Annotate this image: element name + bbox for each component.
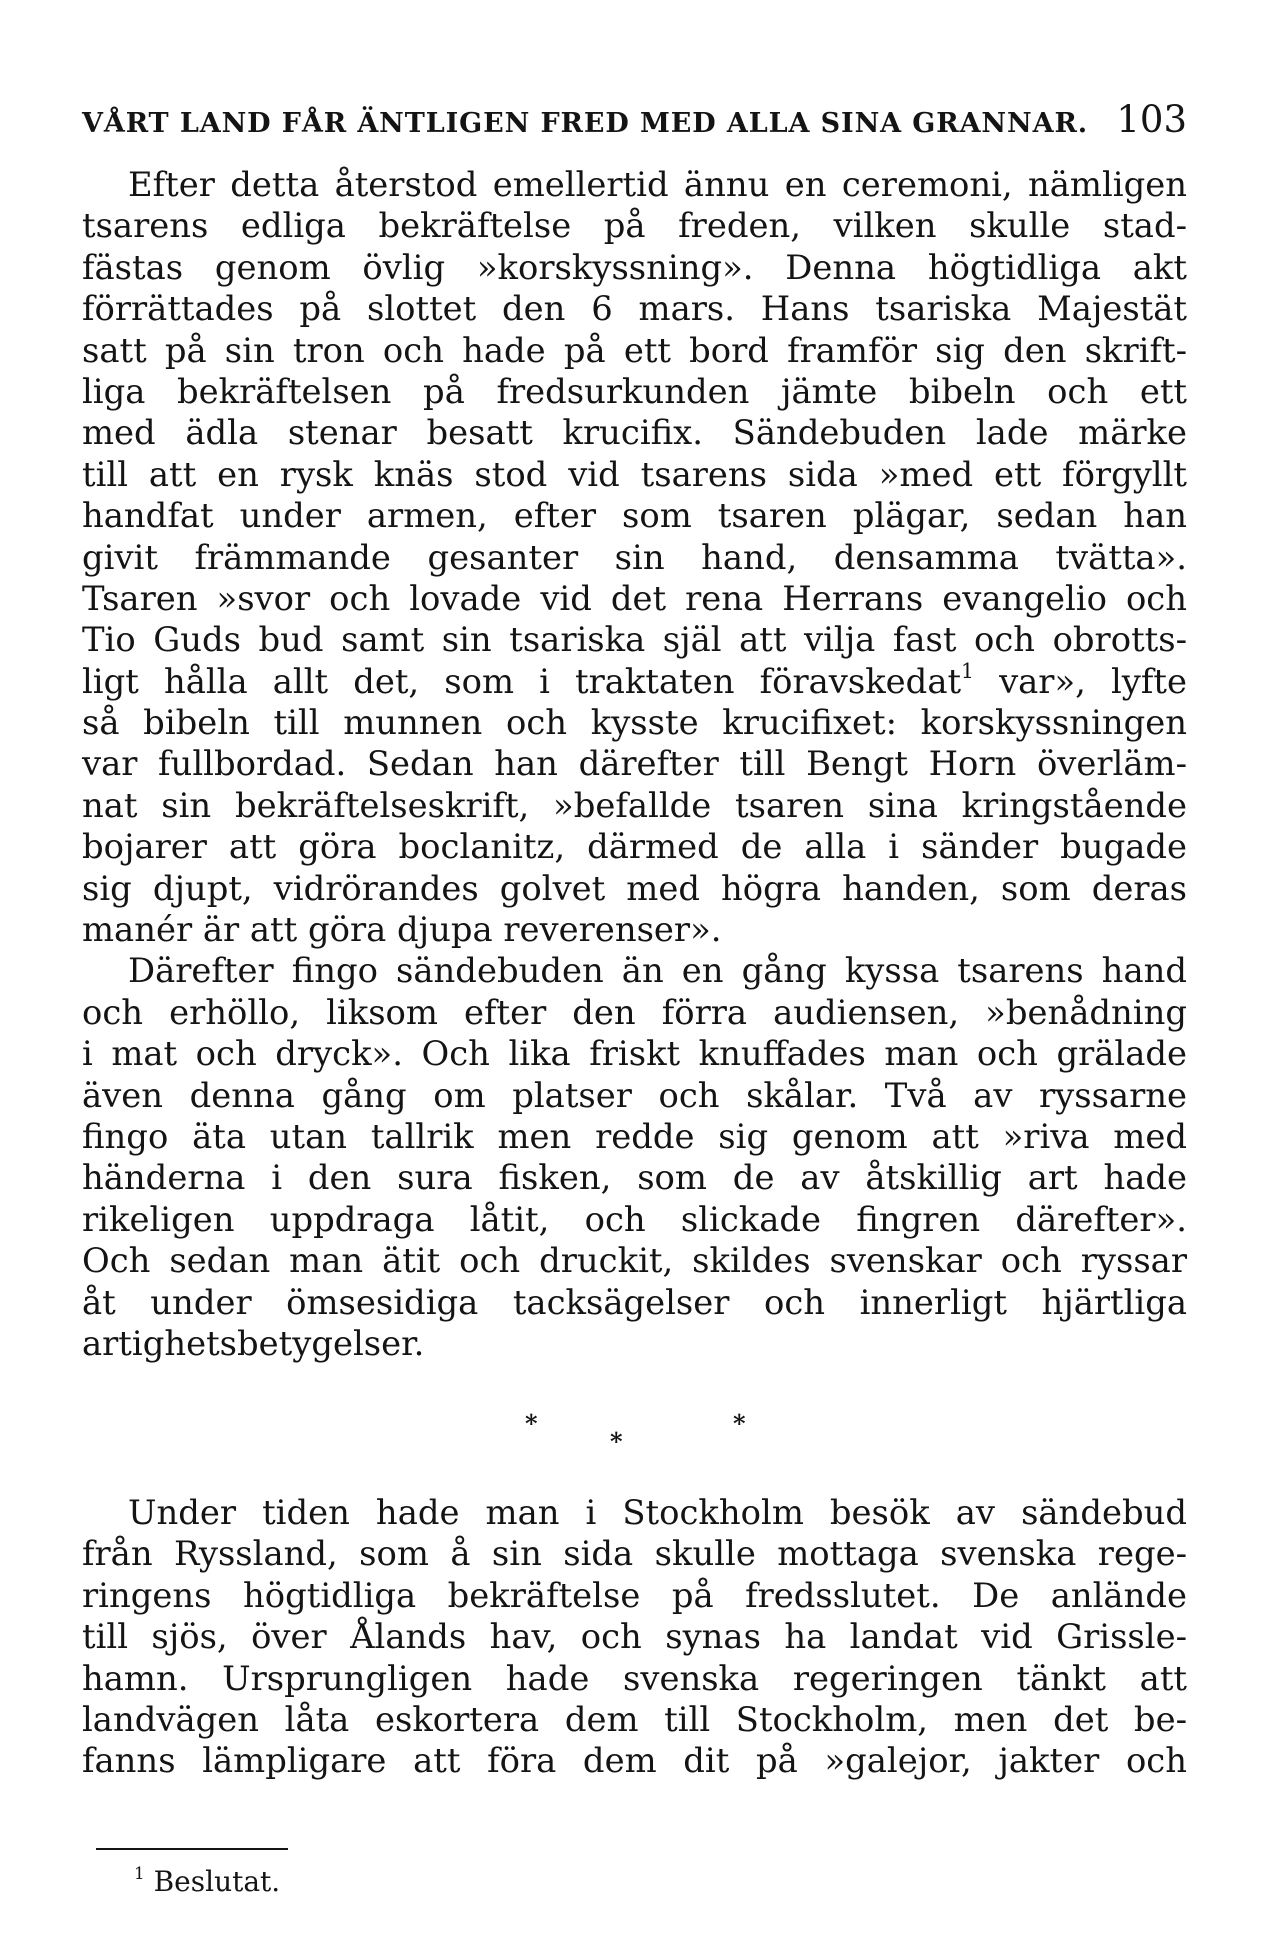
text-line: Under tiden hade man i Stockholm besök av sändebud bbox=[128, 1493, 1187, 1532]
text-line: tsarens edliga bekräftelse på freden, vilken skulle stad- bbox=[82, 206, 1187, 246]
text-line: fingo äta utan tallrik men redde sig genom att »riva med bbox=[82, 1116, 1187, 1156]
text-line: Och sedan man ätit och druckit, skildes svenskar och ryssar bbox=[82, 1241, 1187, 1281]
text-line-with-footnote bbox=[82, 661, 1187, 702]
text-line: Tio Guds bud samt sin tsariska själ att vilja fast och obrotts- bbox=[82, 620, 1187, 660]
text-line: och erhöllo, liksom efter den förra audiensen, »benådning bbox=[82, 992, 1187, 1032]
asterisk: * bbox=[733, 1409, 746, 1438]
text-line: ringens högtidliga bekräftelse på fredsslutet. De anlände bbox=[82, 1575, 1187, 1615]
main-text-continued bbox=[82, 1492, 1187, 1782]
running-head bbox=[82, 98, 1187, 158]
text-line: händerna i den sura fisken, som de av åtskillig art hade bbox=[82, 1158, 1187, 1198]
text-line: hamn. Ursprungligen hade svenska regeringen tänkt att bbox=[82, 1658, 1187, 1698]
page-number: 103 bbox=[1116, 98, 1187, 141]
text-line: förrättades på slottet den 6 mars. Hans tsariska Majestät bbox=[82, 289, 1187, 329]
text-line: landvägen låta eskortera dem till Stockholm, men det be- bbox=[82, 1699, 1187, 1739]
asterisk: * bbox=[610, 1427, 623, 1456]
text-line: artighetsbetygelser. bbox=[82, 1323, 425, 1363]
text-line: givit främmande gesanter sin hand, densamma tvätta». bbox=[82, 537, 1187, 577]
text-line: liga bekräftelsen på fredsurkunden jämte bibeln och ett bbox=[82, 371, 1187, 411]
text-line: fanns lämpligare att föra dem dit på »galejor, jakter och bbox=[82, 1741, 1187, 1781]
text-line: var fullbordad. Sedan han därefter till Bengt Horn överläm- bbox=[82, 744, 1187, 784]
footnote-reference: 1 bbox=[961, 659, 974, 684]
text-line: bojarer att göra boclanitz, därmed de alla i sänder bugade bbox=[82, 827, 1187, 867]
text-line: Efter detta återstod emellertid ännu en ceremoni, nämligen bbox=[128, 165, 1187, 204]
footnote-text: Beslutat. bbox=[153, 1865, 281, 1898]
text-line: rikeligen uppdraga låtit, och slickade fingren därefter». bbox=[82, 1199, 1187, 1239]
text-line: från Ryssland, som å sin sida skulle mottaga svenska rege- bbox=[82, 1534, 1187, 1574]
section-break-asterisks bbox=[0, 1400, 1276, 1460]
main-text bbox=[82, 164, 1187, 1364]
text-line: till sjös, över Ålands hav, och synas ha landat vid Grissle- bbox=[82, 1617, 1187, 1657]
footnote bbox=[134, 1865, 280, 1899]
text-line: åt under ömsesidiga tacksägelser och innerligt hjärtliga bbox=[82, 1282, 1187, 1322]
text-line: fästas genom övlig »korskyssning». Denna högtidliga akt bbox=[82, 247, 1187, 287]
text-line: satt på sin tron och hade på ett bord framför sig den skrift- bbox=[82, 330, 1187, 370]
text-line: Tsaren »svor och lovade vid det rena Herrans evangelio och bbox=[82, 578, 1187, 618]
text-line: nat sin bekräftelseskrift, »befallde tsaren sina kringstående bbox=[82, 785, 1187, 825]
text-line: även denna gång om platser och skålar. Två av ryssarne bbox=[82, 1075, 1187, 1115]
text-line: manér är att göra djupa reverenser». bbox=[82, 910, 722, 950]
asterisk: * bbox=[525, 1409, 538, 1438]
footnote-divider bbox=[96, 1848, 288, 1850]
text-segment: ligt hålla allt det, som i traktaten föravskedat bbox=[82, 661, 962, 701]
footnote-marker: 1 bbox=[134, 1863, 145, 1883]
text-line: till att en rysk knäs stod vid tsarens sida »med ett förgyllt bbox=[82, 454, 1187, 494]
text-line: med ädla stenar besatt krucifix. Sändebuden lade märke bbox=[82, 413, 1187, 453]
text-line: handfat under armen, efter som tsaren plägar, sedan han bbox=[82, 496, 1187, 536]
text-line: sig djupt, vidrörandes golvet med högra handen, som deras bbox=[82, 868, 1187, 908]
text-line: i mat och dryck». Och lika friskt knuffades man och grälade bbox=[82, 1034, 1187, 1074]
chapter-title: VÅRT LAND FÅR ÄNTLIGEN FRED MED ALLA SINA GRANNAR. bbox=[82, 108, 1089, 139]
text-line: så bibeln till munnen och kysste krucifixet: korskyssningen bbox=[82, 703, 1187, 743]
text-line: Därefter fingo sändebuden än en gång kyssa tsarens hand bbox=[128, 951, 1187, 991]
text-segment: var», lyfte bbox=[973, 661, 1187, 701]
